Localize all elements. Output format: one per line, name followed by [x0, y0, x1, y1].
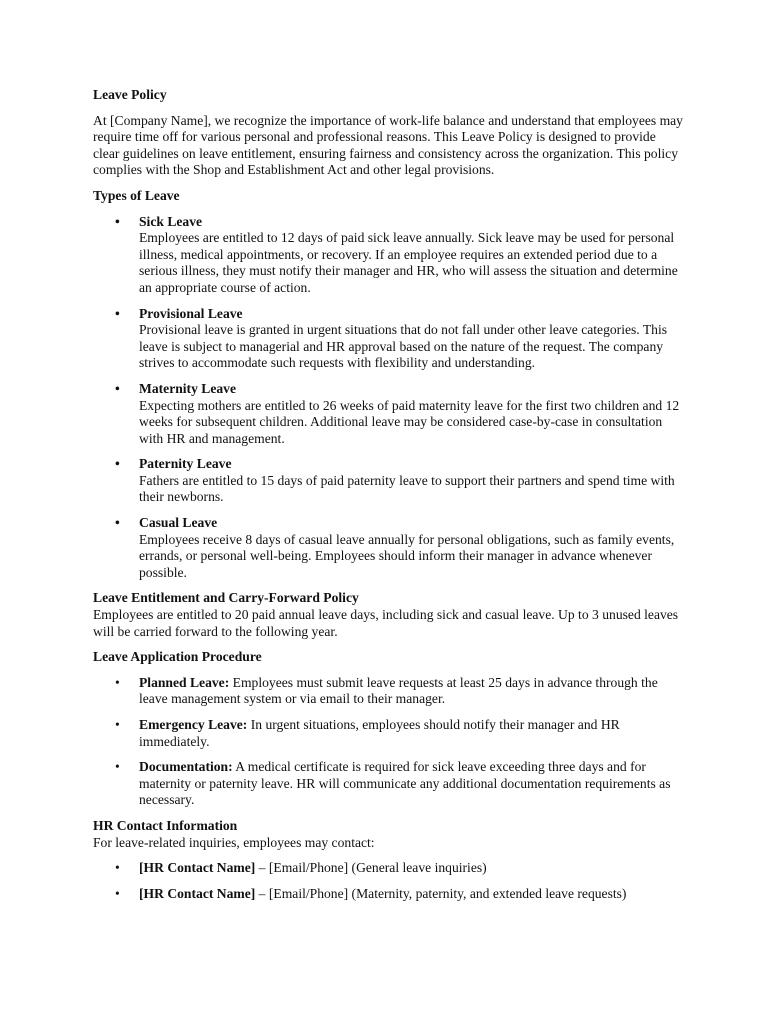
bullet-icon: •	[115, 305, 120, 321]
list-item	[93, 860, 683, 877]
list-item	[93, 515, 683, 581]
bullet-icon: •	[115, 456, 120, 472]
leave-type-title: Paternity Leave	[139, 456, 232, 472]
hr-contact-intro: For leave-related inquiries, employees may contact:	[93, 834, 375, 850]
leave-type-title: Casual Leave	[139, 515, 218, 531]
bullet-icon: •	[115, 717, 120, 732]
hr-contact-heading: HR Contact Information	[93, 817, 238, 833]
bullet-icon: •	[115, 674, 120, 690]
procedure-label: Emergency Leave:	[139, 717, 248, 732]
procedure-text: In urgent situations, employees should notify their manager and HR immediately.	[139, 717, 620, 749]
list-item	[93, 456, 683, 506]
application-procedure-list	[93, 675, 683, 809]
list-item	[93, 717, 683, 750]
bullet-icon: •	[115, 213, 120, 229]
procedure-label: Documentation:	[139, 759, 233, 775]
document-title: Leave Policy	[93, 87, 167, 102]
types-of-leave-list	[93, 214, 683, 582]
leave-type-description: Fathers are entitled to 15 days of paid paternity leave to support their partners and spend time with their newborns.	[139, 472, 675, 505]
contact-details: – [Email/Phone] (Maternity, paternity, and extended leave requests)	[255, 885, 627, 901]
leave-type-title: Provisional Leave	[139, 305, 243, 321]
list-item	[93, 675, 683, 708]
list-item	[93, 381, 683, 447]
leave-type-title: Sick Leave	[139, 213, 203, 229]
list-item	[93, 306, 683, 372]
leave-type-description: Provisional leave is granted in urgent situations that do not fall under other leave categories. This leave is subject to managerial and HR approval based on the nature of the request. The company strives to accommodate such requests with flexibility and understanding.	[139, 322, 668, 371]
leave-type-title: Maternity Leave	[139, 380, 237, 396]
procedure-label: Planned Leave:	[139, 674, 230, 690]
document-page	[93, 87, 683, 911]
bullet-icon: •	[115, 759, 120, 775]
leave-type-description: Employees are entitled to 12 days of paid sick leave annually. Sick leave may be used for personal illness, medical appointments, or recovery. If an employee requires an extended period due to a serious illness, they must notify their manager and HR, who will assess the situation and determine an appropriate course of action.	[139, 230, 678, 295]
bullet-icon: •	[115, 885, 120, 901]
list-item	[93, 214, 683, 297]
procedure-text: A medical certificate is required for sick leave exceeding three days and for maternity or paternity leave. HR will communicate any additional documentation requirements as necessary.	[139, 759, 671, 808]
list-item	[93, 886, 683, 903]
contact-name: [HR Contact Name]	[139, 885, 256, 901]
list-item	[93, 759, 683, 809]
bullet-icon: •	[115, 515, 120, 531]
application-heading: Leave Application Procedure	[93, 649, 262, 665]
contact-name: [HR Contact Name]	[139, 860, 256, 876]
entitlement-paragraph: Employees are entitled to 20 paid annual leave days, including sick and casual leave. Up to 3 unused leaves will be carried forward to the following year.	[93, 607, 679, 639]
bullet-icon: •	[115, 380, 120, 396]
bullet-icon: •	[115, 860, 120, 876]
procedure-text: Employees must submit leave requests at least 25 days in advance through the leave management system or via email to their manager.	[139, 674, 658, 707]
entitlement-heading: Leave Entitlement and Carry-Forward Policy	[93, 590, 359, 606]
intro-paragraph: At [Company Name], we recognize the importance of work-life balance and understand that employees may require time off for various personal and professional reasons. This Leave Policy is designed to provide clear guidelines on leave entitlement, ensuring fairness and consistency across the organization. This policy complies with the Shop and Establishment Act and other legal provisions.	[93, 112, 683, 178]
contact-details: – [Email/Phone] (General leave inquiries)	[255, 860, 487, 876]
hr-contact-list	[93, 860, 683, 902]
types-of-leave-heading: Types of Leave	[93, 187, 180, 203]
leave-type-description: Expecting mothers are entitled to 26 weeks of paid maternity leave for the first two children and 12 weeks for subsequent children. Additional leave may be considered case-by-case in consultation with HR and management.	[139, 397, 680, 446]
leave-type-description: Employees receive 8 days of casual leave annually for personal obligations, such as family events, errands, or personal well-being. Employees should inform their manager in advance whenever possible.	[139, 531, 675, 580]
